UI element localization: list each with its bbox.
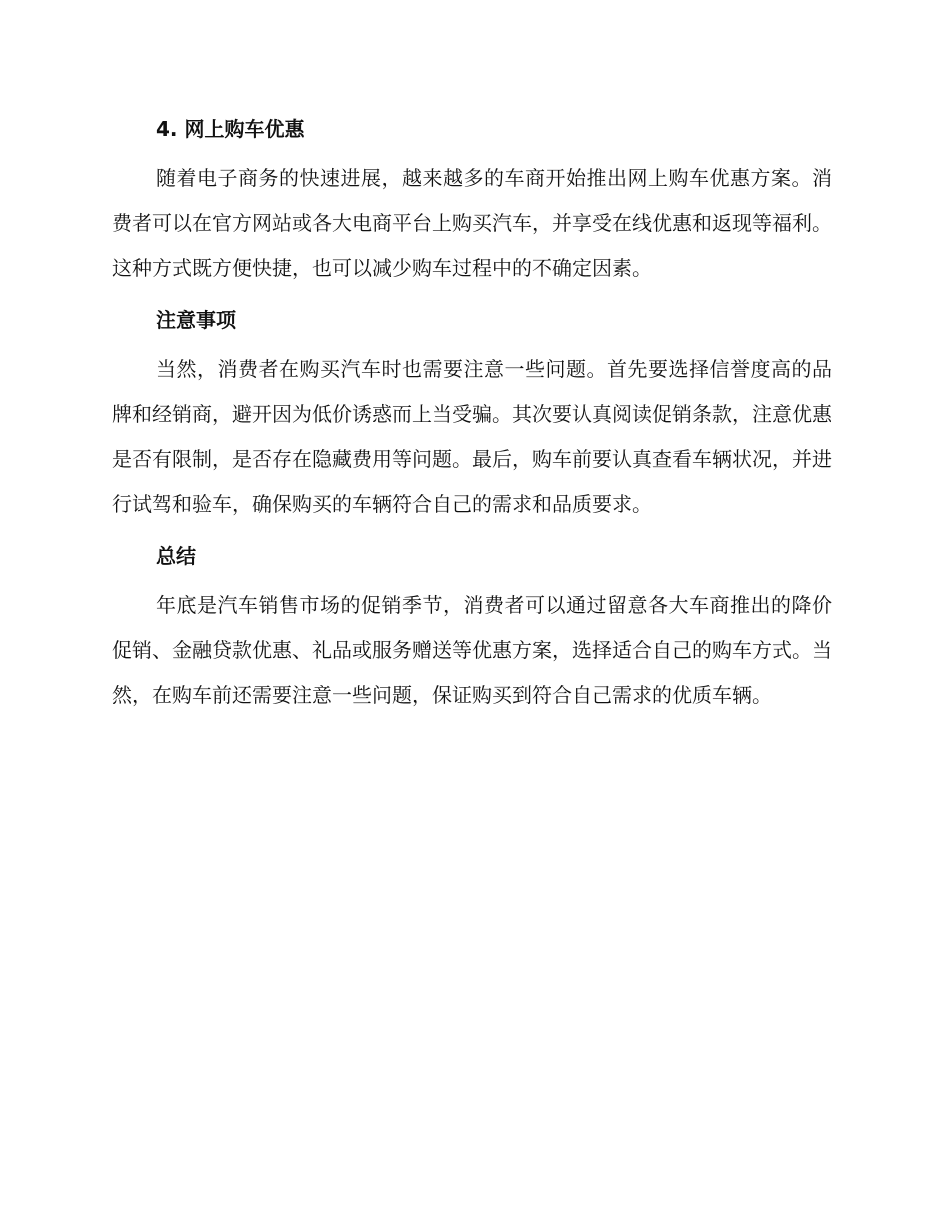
- section-heading-notes: 注意事项: [156, 308, 236, 332]
- section-paragraph-online-purchase: 随着电子商务的快速进展，越来越多的车商开始推出网上购车优惠方案。消费者可以在官方网站或各大电商平台上购买汽车，并享受在线优惠和返现等福利。这种方式既方便快捷，也可以减少购车过程中的不确定因素。: [112, 166, 832, 280]
- section-paragraph-summary: 年底是汽车销售市场的促销季节，消费者可以通过留意各大车商推出的降价促销、金融贷款优惠、礼品或服务赠送等优惠方案，选择适合自己的购车方式。当然，在购车前还需要注意一些问题，保证购买到符合自己需求的优质车辆。: [112, 593, 832, 707]
- section-heading-summary: 总结: [156, 544, 196, 568]
- section-paragraph-notes: 当然，消费者在购买汽车时也需要注意一些问题。首先要选择信誉度高的品牌和经销商，避开因为低价诱惑而上当受骗。其次要认真阅读促销条款，注意优惠是否有限制，是否存在隐藏费用等问题。最后，购车前要认真查看车辆状况，并进行试驾和验车，确保购买的车辆符合自己的需求和品质要求。: [112, 357, 832, 516]
- section-heading-online-purchase: 4. 网上购车优惠: [156, 117, 305, 141]
- document-body: [112, 112, 832, 730]
